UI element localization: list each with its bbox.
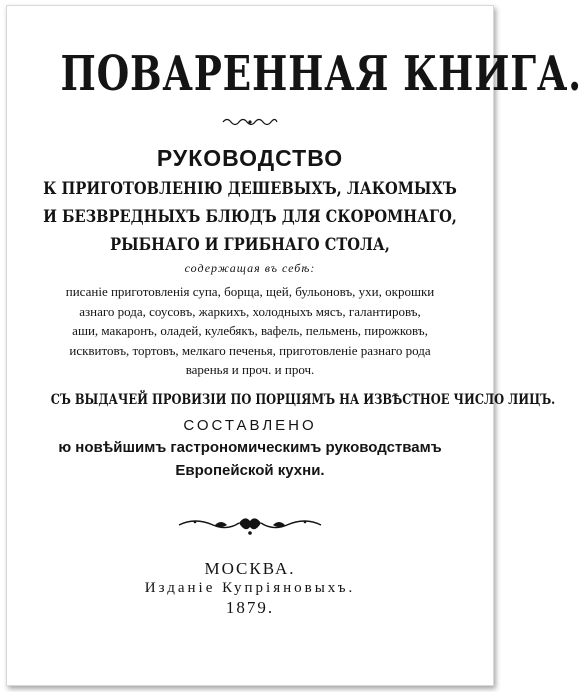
fleuron-ornament [7, 513, 493, 537]
compiled-label: СОСТАВЛЕНО [183, 417, 317, 434]
contents-list [15, 282, 485, 380]
contents-line: писаніе приготовленія супа, борща, щей, бульоновъ, ухи, окрошки [65, 284, 435, 299]
title-page [6, 5, 582, 686]
contains-label: содержащая въ себѣ: [184, 261, 316, 275]
contents-line: варенья и проч. и проч. [185, 362, 315, 377]
subtitle-line: РЫБНАГО И ГРИБНАГО СТОЛА, [110, 235, 390, 255]
contents-line: аши, макаронъ, оладей, кулебякъ, вафель, пельмень, пирожковъ, [72, 323, 428, 338]
subtitle-line: К ПРИГОТОВЛЕНІЮ ДЕШЕВЫХЪ, ЛАКОМЫХЪ [43, 179, 457, 199]
book-title: ПОВАРЕННАЯ КНИГА. [60, 46, 582, 102]
wavy-rule-ornament [7, 116, 493, 128]
book-heading: РУКОВОДСТВО [156, 145, 344, 171]
publisher: Изданіе Купріяновыхъ. [144, 580, 356, 596]
guides-line: Европейской кухни. [175, 462, 325, 479]
publication-year: 1879. [225, 598, 275, 617]
subtitle-line: И БЕЗВРЕДНЫХЪ БЛЮДЪ ДЛЯ СКОРОМНАГО, [43, 207, 457, 227]
portions-line: СЪ ВЫДАЧЕЙ ПРОВИЗІИ ПО ПОРЦІЯМЪ НА ИЗВѢСТНОЕ ЧИСЛО ЛИЦЪ. [50, 392, 556, 408]
city: МОСКВА. [204, 559, 296, 578]
contents-line: исквитовъ, тортовъ, мелкаго печенья, приготовленіе разнаго рода [69, 342, 431, 358]
guides-line: ю новѣйшимъ гастрономическимъ руководствамъ [58, 439, 442, 456]
contents-line: азнаго рода, соусовъ, жаркихъ, холодныхъ мясъ, галантировъ, [79, 303, 421, 319]
